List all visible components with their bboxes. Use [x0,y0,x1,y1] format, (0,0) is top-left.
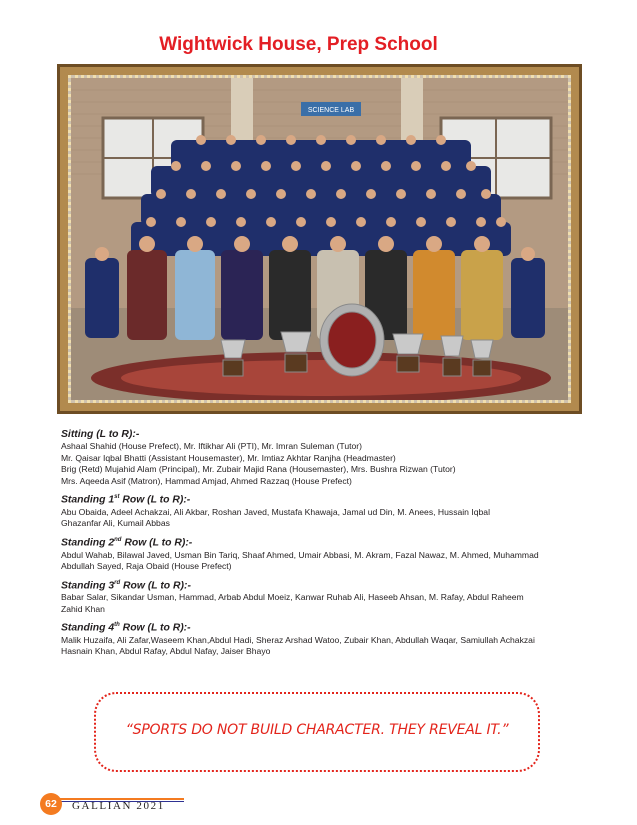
group-photo [68,75,571,403]
caption-line: Malik Huzaifa, Ali Zafar,Waseem Khan,Abdul Hadi, Sheraz Arshad Watoo, Zubair Khan, Abdullah Waqar, Samiullah Achakzai [61,634,535,645]
caption-line: Hasnain Khan, Abdul Rafay, Abdul Nafay, Jaiser Bhayo [61,646,271,657]
caption-line: Zahid Khan [61,603,105,614]
caption-line: Ashaal Shahid (House Prefect), Mr. Iftikhar Ali (PTI), Mr. Imran Suleman (Tutor) [61,441,363,451]
caption-line: Mr. Qaisar Iqbal Bhatti (Assistant Housemaster), Mr. Imtiaz Akhtar Ranjha (Headmaster) [61,452,396,463]
caption-heading-sitting: Sitting (L to R):- [61,429,140,440]
caption-line: Ghazanfar Ali, Kumail Abbas [61,518,170,529]
caption-line: Mrs. Aqeeda Asif (Matron), Hammad Amjad, Ahmed Razzaq (House Prefect) [61,475,352,486]
caption-heading-row-1: Standing 1st Row (L to R):- [61,494,191,506]
page-title: Wightwick House, Prep School [159,34,438,55]
caption-heading-row-4: Standing 4th Row (L to R):- [61,622,191,634]
caption-line: Brig (Retd) Mujahid Alam (Principal), Mr. Zubair Majid Rana (Housemaster), Mrs. Bushra Rizwan (Tutor) [61,464,456,475]
caption-line: Babar Salar, Sikandar Usman, Hammad, Arbab Abdul Moeiz, Kanwar Ruhab Ali, Haseeb Ahsan, M. Rafay, Abdul Raheem [61,592,524,603]
photo-captions [61,424,591,658]
science-lab-sign: SCIENCE LAB [307,107,355,114]
magazine-name: GALLIAN 2021 [72,800,165,812]
group-photo-frame [57,64,582,414]
quote-text: “SPORTS DO NOT BUILD CHARACTER. THEY REVEAL IT.” [125,722,509,738]
caption-heading-row-3: Standing 3rd Row (L to R):- [61,579,191,592]
caption-heading-row-2: Standing 2nd Row (L to R):- [61,537,193,549]
quote-box [94,692,540,772]
caption-line: Abdul Wahab, Bilawal Javed, Usman Bin Tariq, Shaaf Ahmed, Umair Abbasi, M. Akram, Fazal Nawaz, M. Ahmed, Muhammad [61,549,539,560]
caption-line: Abu Obaida, Adeel Achakzai, Ali Akbar, Roshan Javed, Mustafa Khawaja, Jamal ud Din, M. Anees, Hussain Iqbal [61,506,490,517]
page-number-badge: 62 [40,793,62,815]
caption-line: Abdullah Sayed, Raja Obaid (House Prefect) [61,561,232,572]
group-photo-illustration [71,78,568,400]
